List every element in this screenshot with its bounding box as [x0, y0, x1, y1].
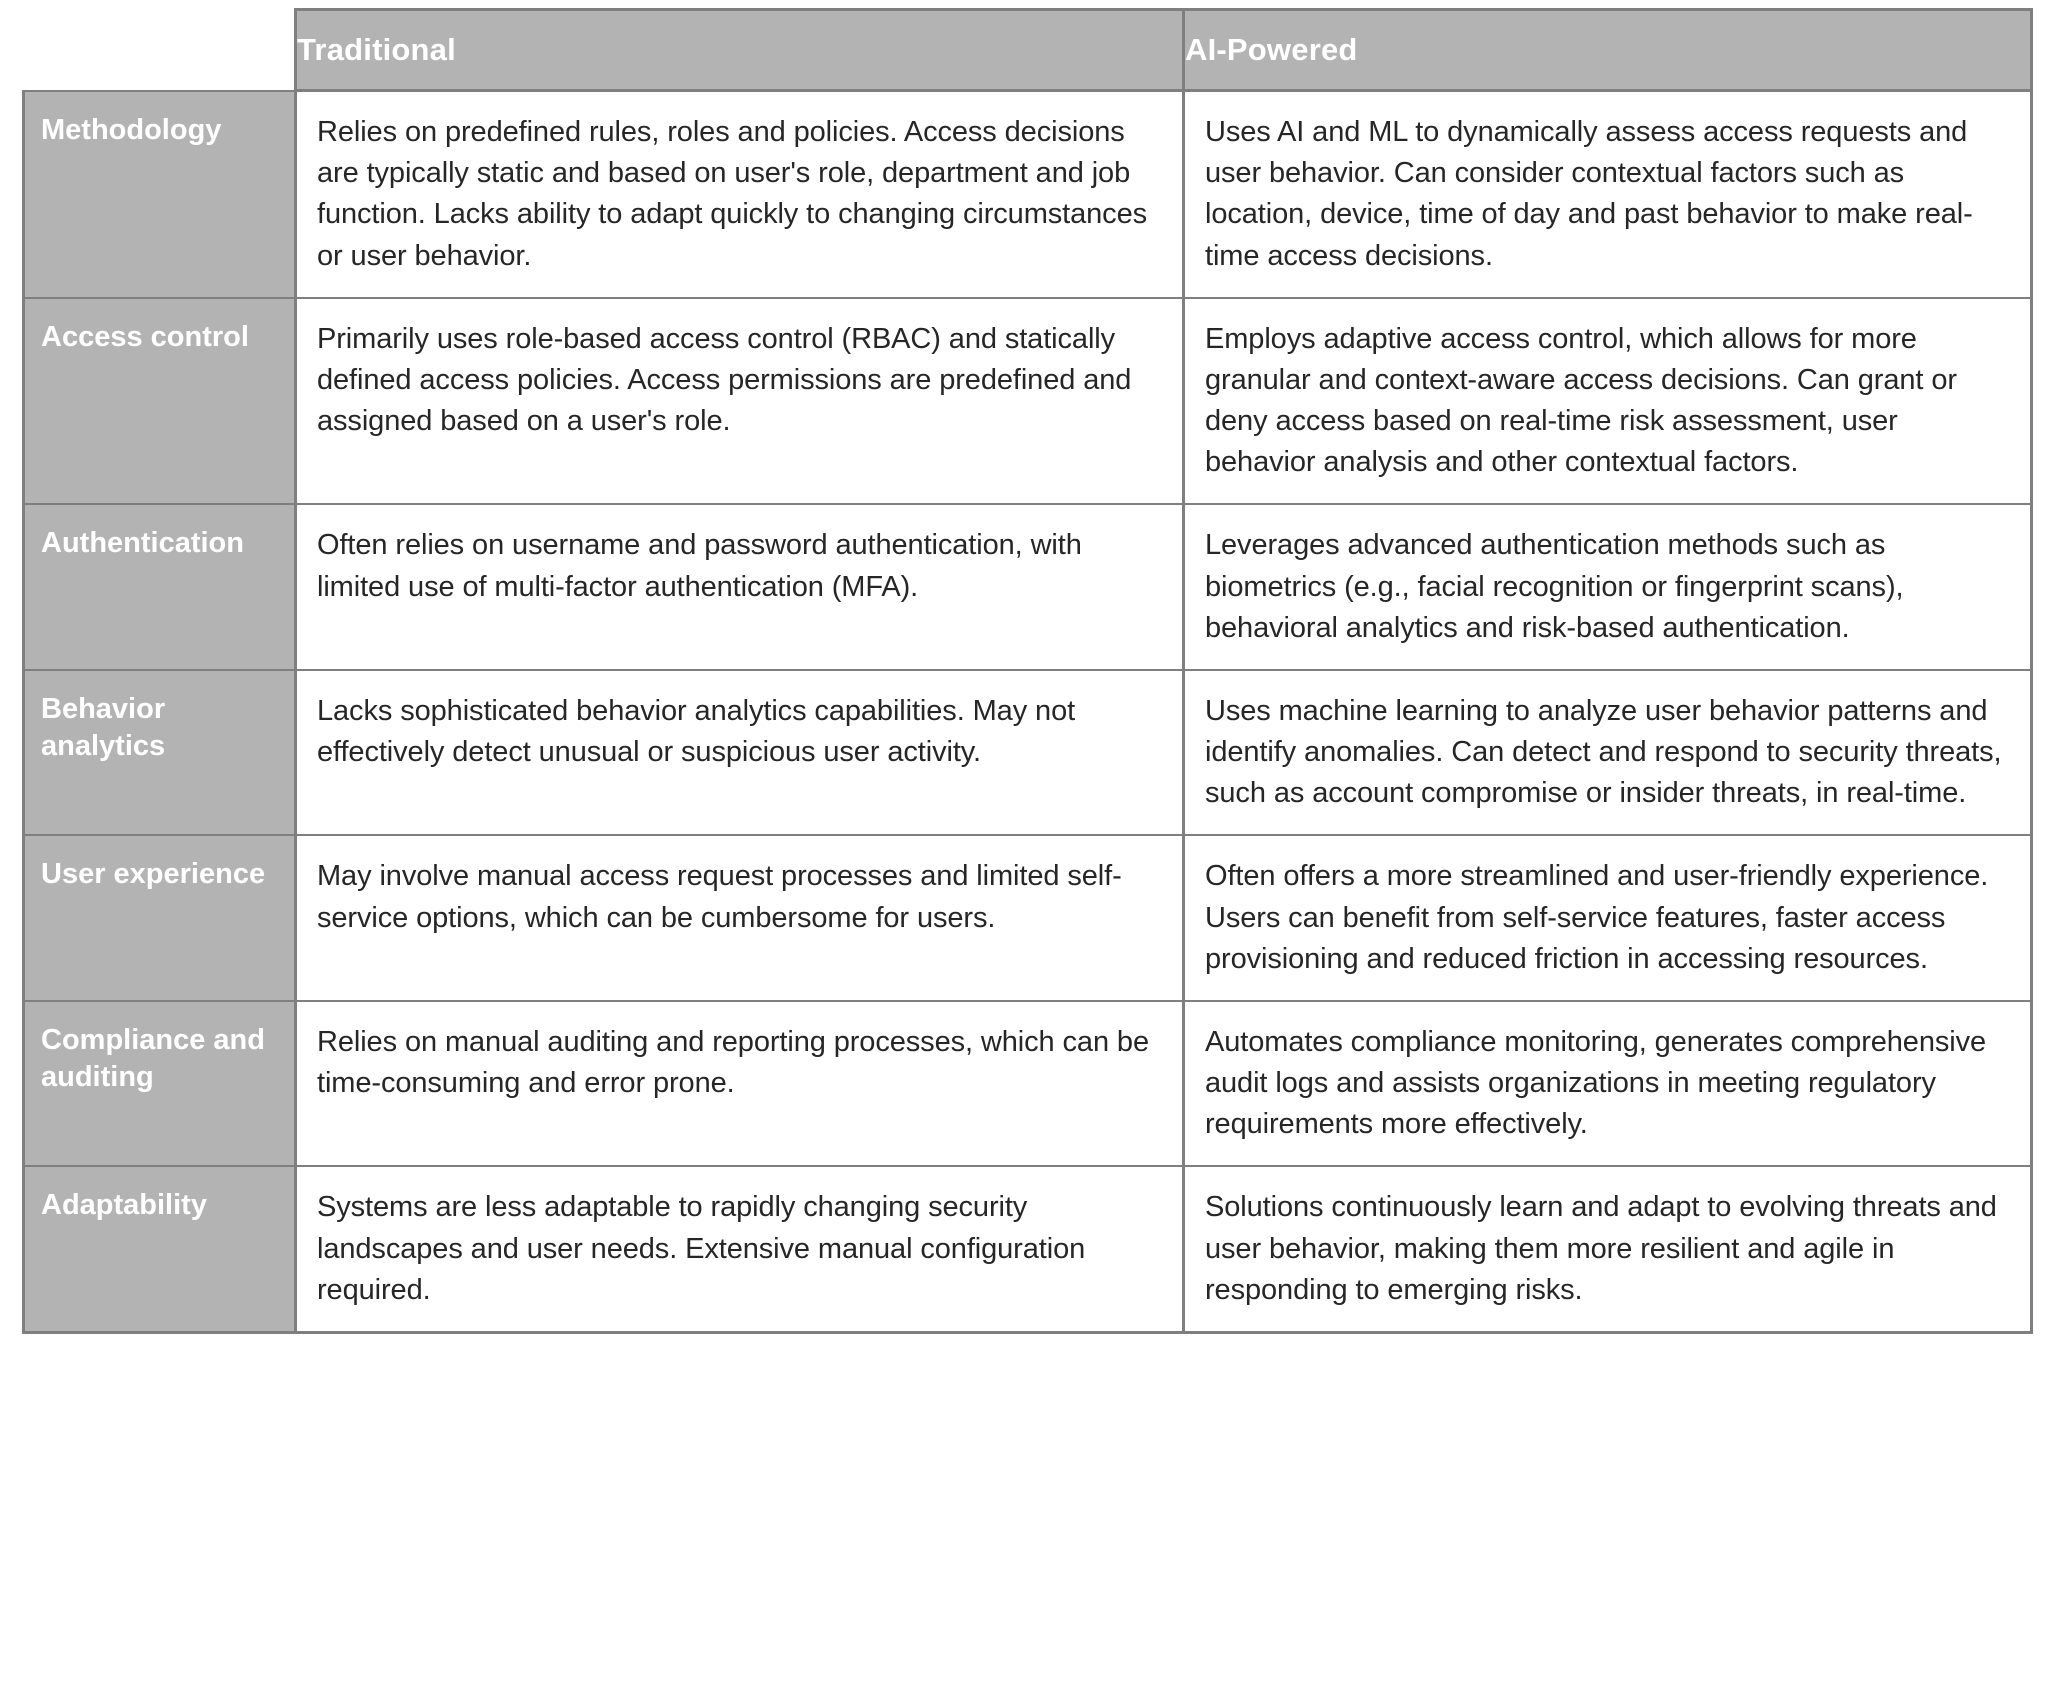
- column-header-traditional: Traditional: [296, 10, 1184, 91]
- cell-traditional: [296, 835, 1184, 1001]
- cell-traditional: [296, 670, 1184, 836]
- row-label-text: Adaptability: [41, 1189, 207, 1222]
- table-row: [24, 91, 2032, 298]
- row-label-text: Access control: [41, 320, 249, 353]
- cell-traditional: [296, 504, 1184, 670]
- cell-ai-powered-text: Employs adaptive access control, which allows for more granular and context-aware access decisions. Can grant or deny access based on real-time risk assessment, user behavior analysis and other contextual factors.: [1205, 322, 1957, 479]
- table-row: [24, 298, 2032, 505]
- table-body: [24, 91, 2032, 1333]
- row-label-methodology: [24, 91, 296, 298]
- cell-traditional-text: Systems are less adaptable to rapidly changing security landscapes and user needs. Extensive manual configuration required.: [317, 1191, 1086, 1306]
- cell-traditional: [296, 1001, 1184, 1167]
- row-label-access-control: [24, 298, 296, 505]
- table-row: [24, 670, 2032, 836]
- cell-traditional-text: Primarily uses role-based access control (RBAC) and statically defined access policies. Access permissions are predefined and assigned based on a user's role.: [317, 322, 1132, 438]
- row-label-text: User experience: [41, 858, 266, 891]
- cell-ai-powered-text: Uses machine learning to analyze user behavior patterns and identify anomalies. Can detect and respond to security threats, such as account compromise or insider threats, in real-time.: [1205, 694, 2002, 810]
- cell-ai-powered-text: Solutions continuously learn and adapt to evolving threats and user behavior, making them more resilient and agile in responding to emerging risks.: [1205, 1191, 1997, 1306]
- table-row: [24, 1166, 2032, 1332]
- cell-traditional-text: May involve manual access request processes and limited self-service options, which can be cumbersome for users.: [317, 860, 1122, 934]
- cell-ai-powered-text: Often offers a more streamlined and user-friendly experience. Users can benefit from self-service features, faster access provisioning and reduced friction in accessing resources.: [1205, 860, 1989, 975]
- row-label-text: Authentication: [41, 527, 244, 560]
- cell-ai-powered: [1184, 1001, 2032, 1167]
- cell-ai-powered-text: Uses AI and ML to dynamically assess access requests and user behavior. Can consider contextual factors such as location, device, time of day and past behavior to make real-time access decisions.: [1205, 116, 1973, 272]
- cell-ai-powered: [1184, 835, 2032, 1001]
- cell-traditional: [296, 91, 1184, 298]
- cell-traditional: [296, 298, 1184, 505]
- traditional-vs-ai-comparison-table: [22, 8, 2033, 1334]
- cell-ai-powered: [1184, 1166, 2032, 1332]
- row-label-text: Compliance and auditing: [41, 1023, 265, 1094]
- table-header: [24, 10, 2032, 91]
- row-label-user-experience: [24, 835, 296, 1001]
- table-row: [24, 504, 2032, 670]
- cell-ai-powered: [1184, 670, 2032, 836]
- cell-traditional-text: Relies on manual auditing and reporting processes, which can be time-consuming and error prone.: [317, 1025, 1149, 1100]
- table-row: [24, 835, 2032, 1001]
- column-header-ai-powered: AI-Powered: [1184, 10, 2032, 91]
- row-label-text: Methodology: [41, 113, 222, 146]
- row-label-authentication: [24, 504, 296, 670]
- table-header-row: [24, 10, 2032, 91]
- cell-ai-powered: [1184, 504, 2032, 670]
- row-label-behavior-analytics: [24, 670, 296, 836]
- row-label-adaptability: [24, 1166, 296, 1332]
- cell-ai-powered: [1184, 91, 2032, 298]
- table-corner-cell: [24, 10, 296, 91]
- cell-traditional-text: Relies on predefined rules, roles and policies. Access decisions are typically static and based on user's role, department and job function. Lacks ability to adapt quickly to changing circumstances or user behavior.: [317, 116, 1148, 272]
- cell-ai-powered: [1184, 298, 2032, 505]
- row-label-compliance-and-auditing: [24, 1001, 296, 1167]
- cell-traditional-text: Lacks sophisticated behavior analytics capabilities. May not effectively detect unusual or suspicious user activity.: [317, 694, 1076, 769]
- table-row: [24, 1001, 2032, 1167]
- row-label-text: Behavior analytics: [41, 692, 166, 762]
- cell-traditional-text: Often relies on username and password authentication, with limited use of multi-factor authentication (MFA).: [317, 529, 1082, 603]
- cell-ai-powered-text: Leverages advanced authentication methods such as biometrics (e.g., facial recognition or fingerprint scans), behavioral analytics and risk-based authentication.: [1205, 529, 1904, 644]
- cell-ai-powered-text: Automates compliance monitoring, generates comprehensive audit logs and assists organizations in meeting regulatory requirements more effectively.: [1205, 1025, 1987, 1141]
- cell-traditional: [296, 1166, 1184, 1332]
